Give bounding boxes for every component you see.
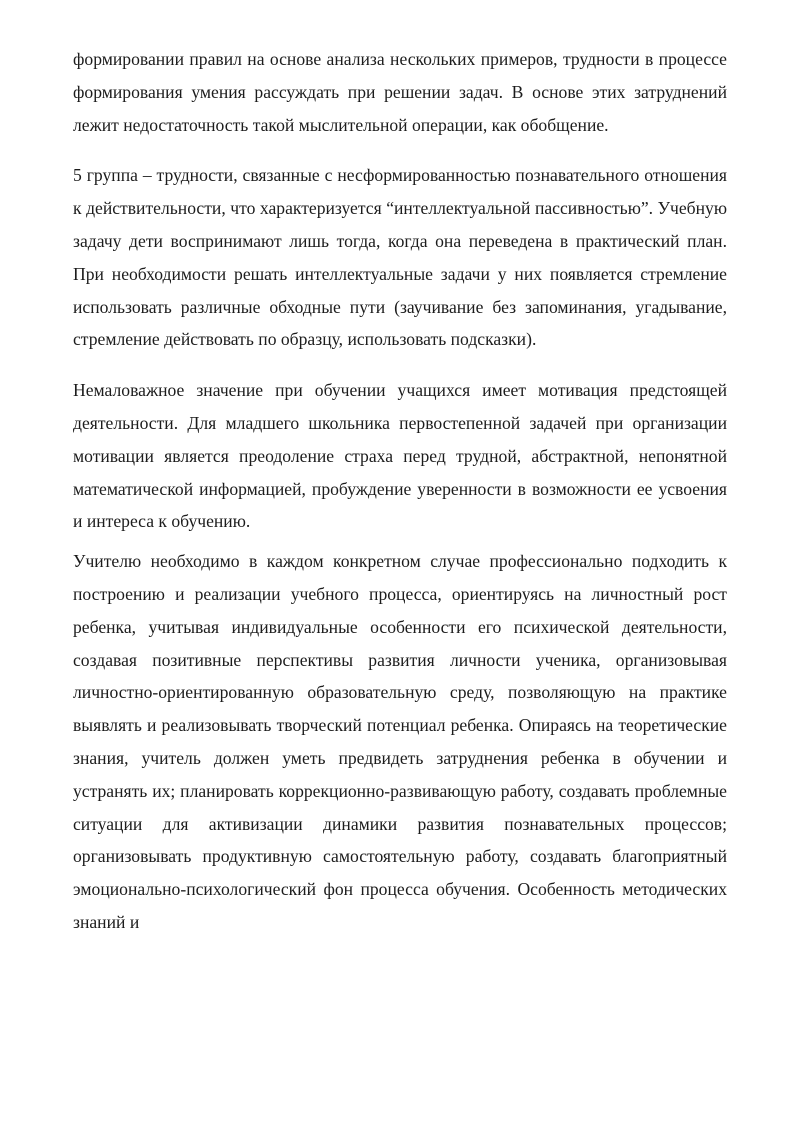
paragraph-group-5-difficulties: 5 группа – трудности, связанные с несформированностью познавательного отношения к действительности, что характеризуется “интеллектуальной пассивностью”. Учебную задачу дети воспринимают лишь тогда, когда она переведена в практический план. При необходимости решать интеллектуальные задачи у них появляется стремление использовать различные обходные пути (заучивание без запоминания, угадывание, стремление действовать по образцу, использовать подсказки). (73, 165, 727, 350)
paragraph-teacher-approach: Учителю необходимо в каждом конкретном случае профессионально подходить к построению и реализации учебного процесса, ориентируясь на личностный рост ребенка, учитывая индивидуальные особенности его психической деятельности, создавая позитивные перспективы развития личности ученика, организовывая личностно-ориентированную образовательную среду, позволяющую на практике выявлять и реализовывать творческий потенциал ребенка. Опираясь на теоретические знания, учитель должен уметь предвидеть затруднения ребенка в обучении и устранять их; планировать коррекционно-развивающую работу, создавать проблемные ситуации для активизации динамики развития познавательных процессов; организовывать продуктивную самостоятельную работу, создавать благоприятный эмоционально-психологический фон процесса обучения. Особенность методических знаний и (73, 551, 727, 932)
paragraph-generalization-difficulties: формировании правил на основе анализа нескольких примеров, трудности в процессе формирования умения рассуждать при решении задач. В основе этих затруднений лежит недостаточность такой мыслительной операции, как обобщение. (73, 49, 727, 135)
paragraph-motivation: Немаловажное значение при обучении учащихся имеет мотивация предстоящей деятельности. Для младшего школьника первостепенной задачей при организации мотивации является преодоление страха перед трудной, абстрактной, непонятной математической информацией, пробуждение уверенности в возможности ее усвоения и интереса к обучению. (73, 380, 727, 532)
document-page (73, 43, 727, 939)
